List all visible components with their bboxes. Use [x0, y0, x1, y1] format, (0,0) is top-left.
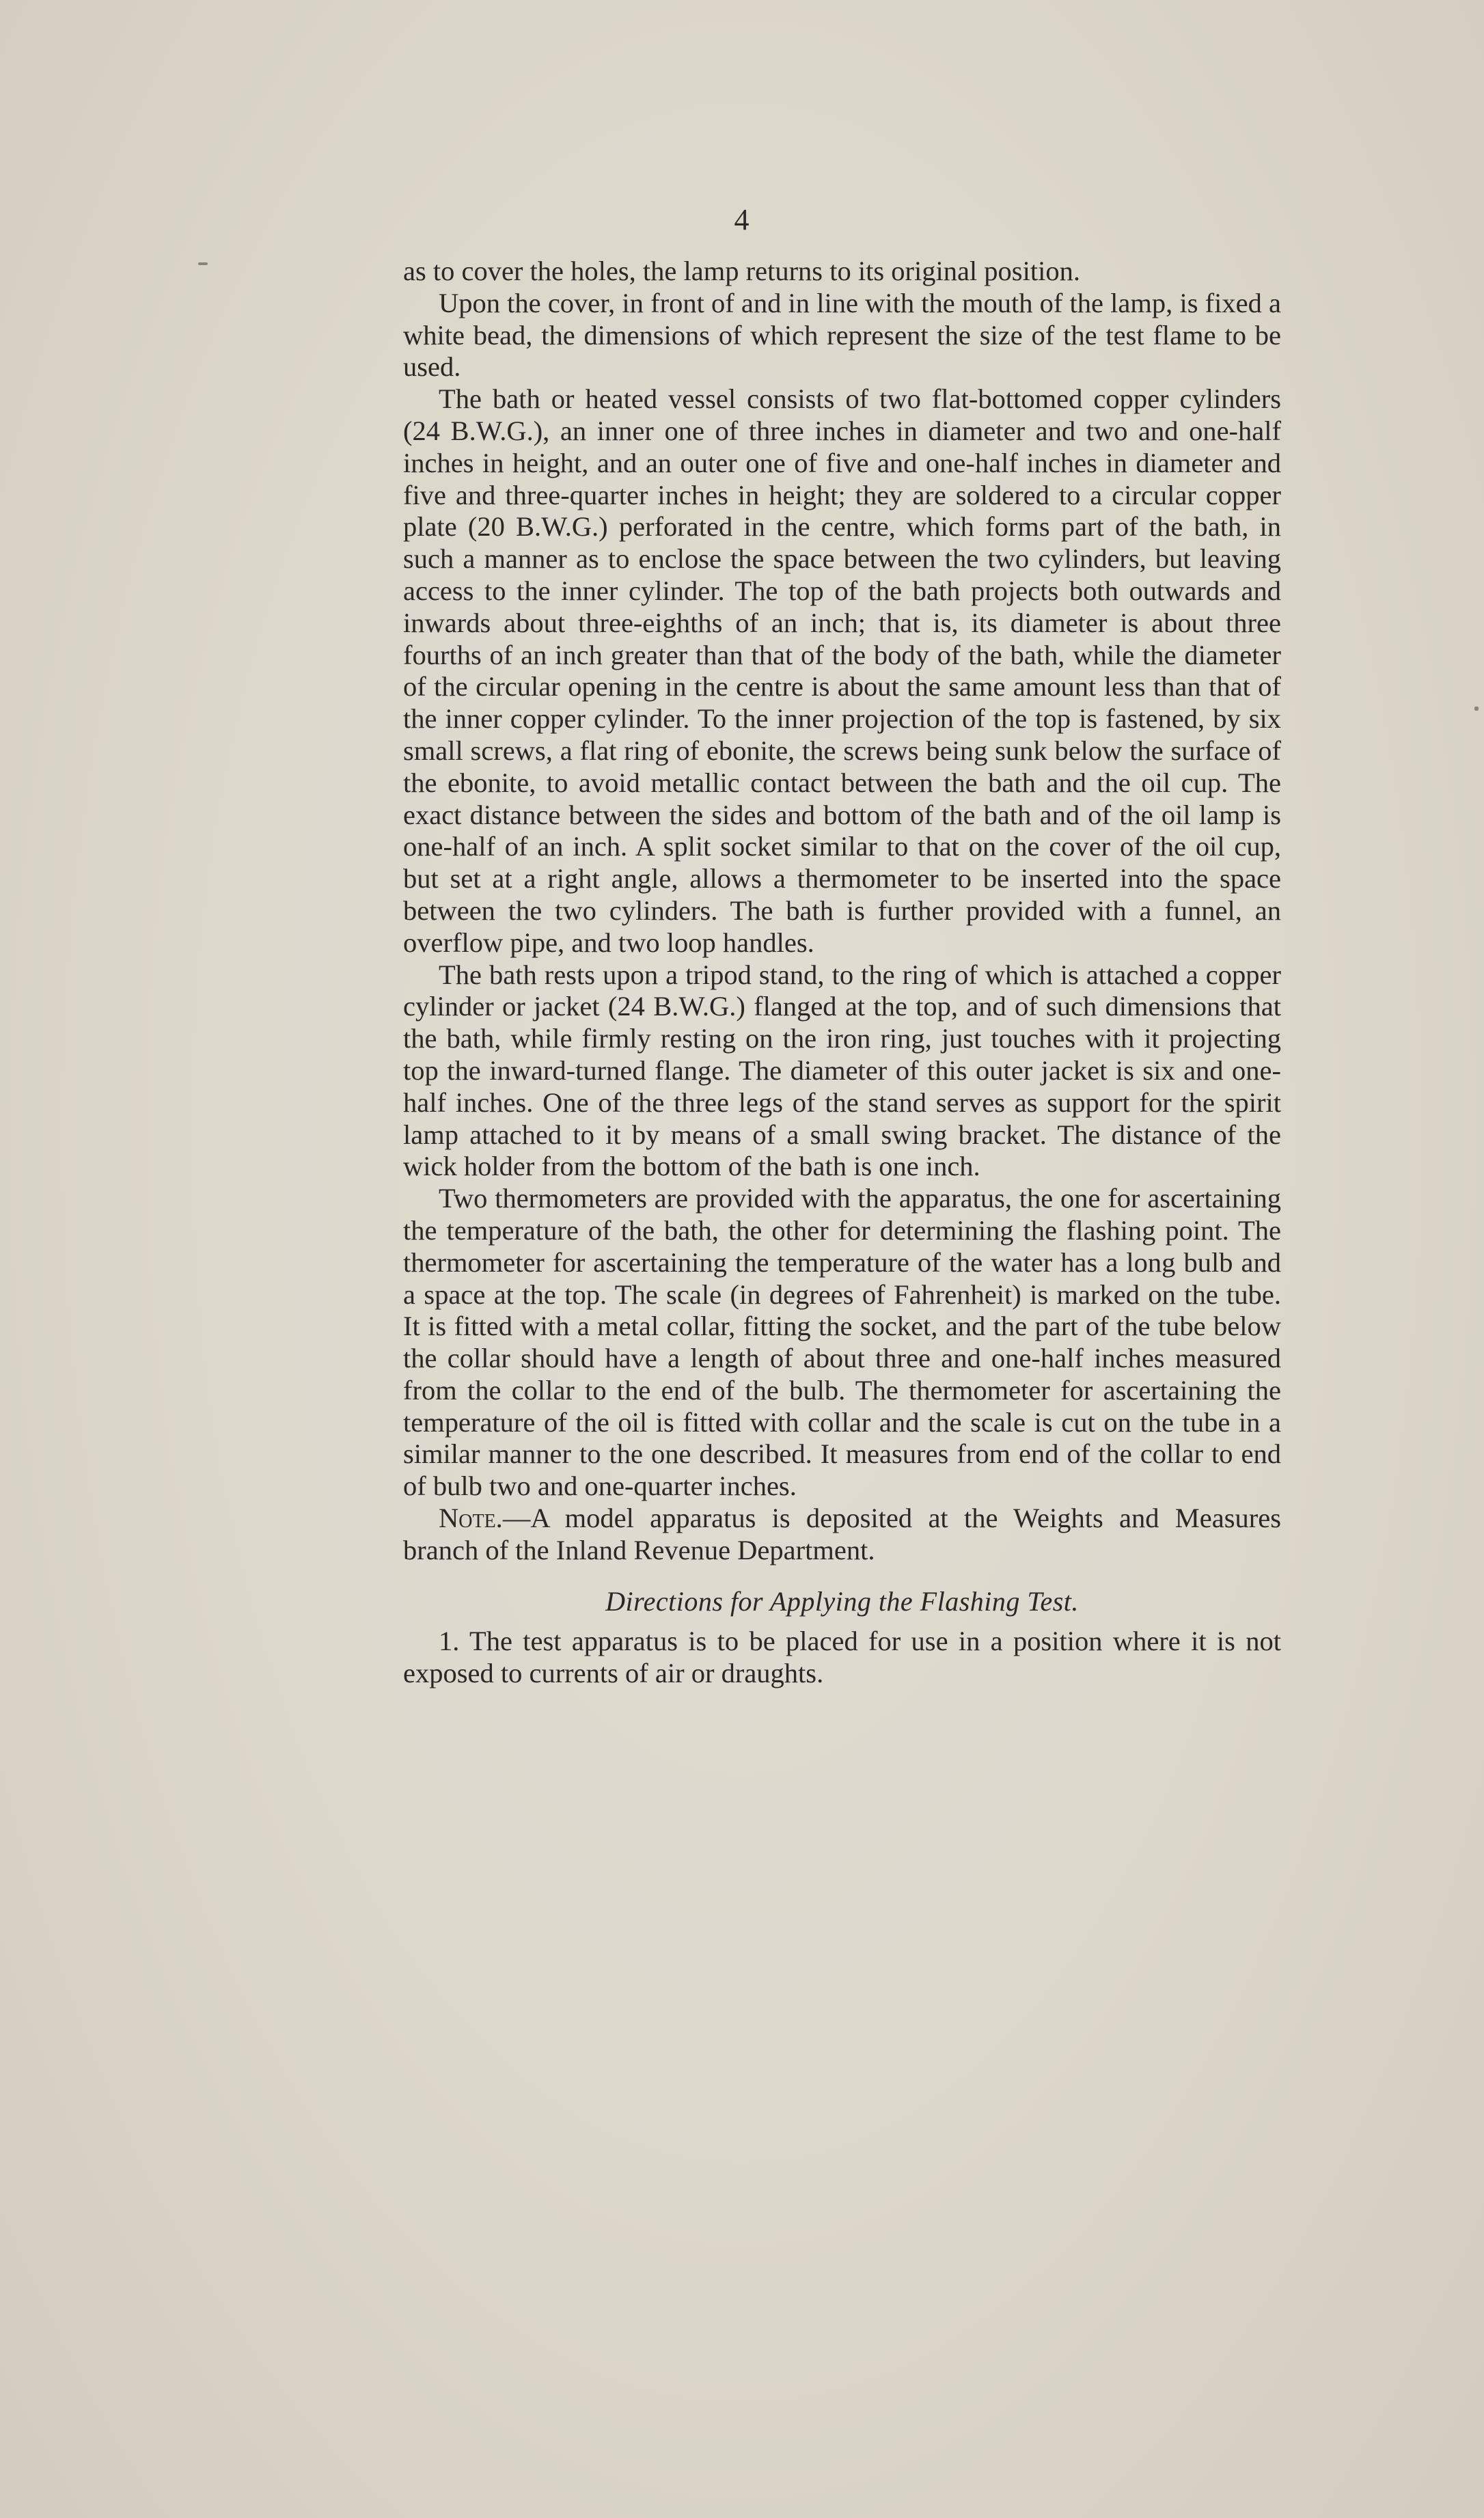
section-heading: Directions for Applying the Flashing Test.	[605, 1585, 1079, 1617]
page-speck	[1474, 707, 1479, 711]
paragraph: The bath rests upon a tripod stand, to the ring of which is attached a copper cylinder or jacket (24 B.W.G.) flanged at the top, and of such dimensions that the bath, while firmly resting on the iron ring, just touches with it projecting top the inward-turned flange. The diameter of this outer jacket is six and one-half inches. One of the three legs of the stand serves as support for the spirit lamp attached to it by means of a small swing bracket. The distance of the wick holder from the bottom of the bath is one inch.	[403, 959, 1281, 1182]
note-label: Note.	[439, 1503, 503, 1534]
paragraph: Upon the cover, in front of and in line with the mouth of the lamp, is fixed a white bead, the dimensions of which represent the size of the test flame to be used.	[403, 287, 1281, 383]
note-paragraph	[403, 1503, 1281, 1567]
note-text: —A model apparatus is deposited at the Weights and Measures branch of the Inland Revenue Department.	[403, 1503, 1281, 1565]
direction-item: 1. The test apparatus is to be placed for use in a position where it is not exposed to currents of air or draughts.	[403, 1626, 1281, 1689]
paragraph: Two thermometers are provided with the apparatus, the one for ascertaining the temperature of the bath, the other for determining the flashing point. The thermometer for ascertaining the temperature of the water has a long bulb and a space at the top. The scale (in degrees of Fahrenheit) is marked on the tube. It is fitted with a metal collar, fitting the socket, and the part of the tube below the collar should have a length of about three and one-half inches measured from the collar to the end of the bulb. The thermometer for ascertaining the temperature of the oil is fitted with collar and the scale is cut on the tube in a similar manner to the one described. It measures from end of the collar to end of bulb two and one-quarter inches.	[403, 1183, 1281, 1502]
body-text	[403, 256, 1281, 1690]
page-speck	[198, 262, 208, 265]
paragraph: The bath or heated vessel consists of two flat-bottomed copper cylinders (24 B.W.G.), an inner one of three inches in diameter and two and one-half inches in height, and an outer one of five and one-half inches in diameter and five and three-quarter inches in height; they are soldered to a circular copper plate (20 B.W.G.) perforated in the centre, which forms part of the bath, in such a manner as to enclose the space between the two cylinders, but leaving access to the inner cylinder. The top of the bath projects both outwards and inwards about three-eighths of an inch; that is, its diameter is about three fourths of an inch greater than that of the body of the bath, while the diameter of the circular opening in the centre is about the same amount less than that of the inner copper cylinder. To the inner projection of the top is fastened, by six small screws, a flat ring of ebonite, the screws being sunk below the surface of the ebonite, to avoid metallic contact between the bath and the oil cup. The exact distance between the sides and bottom of the bath and of the oil lamp is one-half of an inch. A split socket similar to that on the cover of the oil cup, but set at a right angle, allows a thermometer to be inserted into the space between the two cylinders. The bath is further provided with a funnel, an overflow pipe, and two loop handles.	[403, 383, 1281, 958]
page-number: 4	[734, 203, 750, 236]
paragraph: as to cover the holes, the lamp returns to its original position.	[403, 256, 1080, 286]
